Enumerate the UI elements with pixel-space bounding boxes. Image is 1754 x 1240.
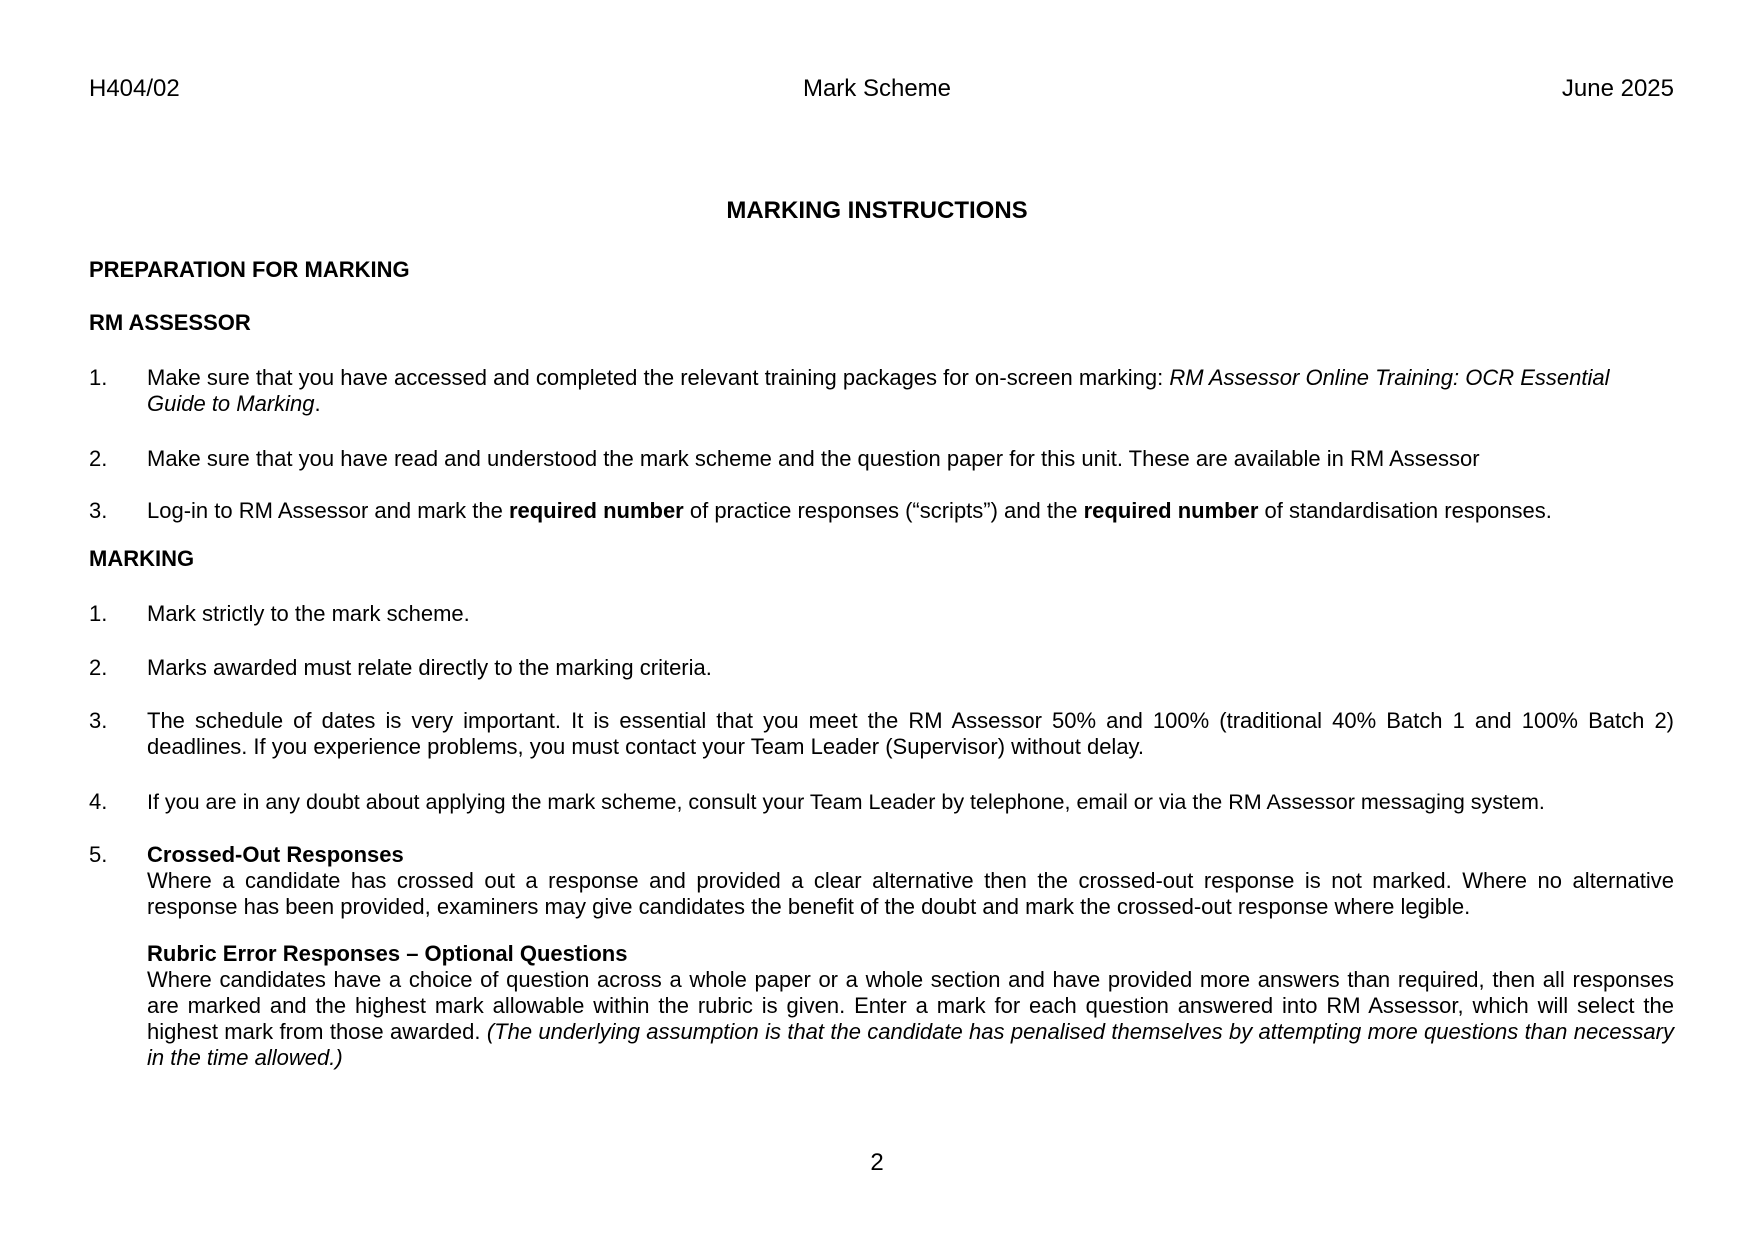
rubric-assumption: (The underlying assumption is that the candidate has penalised themselves by attempting more questions than necessary in the time allowed.) — [147, 1019, 1674, 1070]
item-text: Make sure that you have read and understood the mark scheme and the question paper for this unit. These are available in RM Assessor — [147, 446, 1480, 471]
preparation-item-3 — [89, 498, 1674, 526]
item-number: 4. — [89, 789, 108, 814]
item-text: Log-in to RM Assessor and mark the required number of practice responses (“scripts”) and the required number of standardisation responses. — [147, 498, 1552, 523]
section-heading-marking: MARKING — [89, 546, 195, 571]
marking-item-5 — [89, 842, 1674, 922]
paper-code: H404/02 — [89, 75, 180, 102]
marking-item-4 — [89, 789, 1674, 817]
crossed-out-text: Where a candidate has crossed out a response and provided a clear alternative then the crossed-out response is not marked. Where no alternative response has been provided, examiners may give candidates the benefit of the doubt and mark the crossed-out response where legible. — [147, 868, 1674, 919]
marking-item-1 — [89, 601, 1674, 629]
item-number: 3. — [89, 708, 108, 733]
crossed-out-heading: Crossed-Out Responses — [147, 842, 404, 867]
exam-date: June 2025 — [1561, 75, 1674, 102]
marking-item-2 — [89, 655, 1674, 683]
section-heading-preparation: PREPARATION FOR MARKING — [89, 257, 410, 282]
item-number: 3. — [89, 498, 108, 523]
item-text — [147, 842, 1674, 920]
item-text: If you are in any doubt about applying the mark scheme, consult your Team Leader by telephone, email or via the RM Assessor messaging system. — [147, 790, 1545, 814]
item-number: 1. — [89, 601, 108, 626]
rubric-error-section — [147, 941, 1674, 1071]
item-text: Mark strictly to the mark scheme. — [147, 601, 470, 626]
page-number: 2 — [870, 1149, 884, 1176]
item-text: Make sure that you have accessed and completed the relevant training packages for on-screen marking: RM Assessor Online Training: OCR Essential Guide to Marking. — [147, 365, 1610, 416]
item-number: 2. — [89, 446, 108, 471]
preparation-item-2 — [89, 446, 1674, 474]
item-text: Marks awarded must relate directly to the marking criteria. — [147, 655, 712, 680]
page-title: MARKING INSTRUCTIONS — [726, 197, 1028, 224]
subheading-rm-assessor: RM ASSESSOR — [89, 310, 251, 335]
preparation-item-1 — [89, 365, 1674, 419]
item-number: 5. — [89, 842, 108, 867]
marking-item-3 — [89, 708, 1674, 762]
document-title: Mark Scheme — [802, 75, 952, 102]
training-title: RM Assessor Online Training: OCR Essential Guide to Marking — [147, 365, 1610, 416]
rubric-text: Where candidates have a choice of question across a whole paper or a whole section and have provided more answers than required, then all responses are marked and the highest mark allowable within the rubric is given. Enter a mark for each question answered into RM Assessor, which will select the highest mark from those awarded. (The underlying assumption is that the candidate has penalised themselves by attempting more questions than necessary in the time allowed.) — [147, 967, 1674, 1070]
item-number: 1. — [89, 365, 108, 390]
item-number: 2. — [89, 655, 108, 680]
rubric-heading: Rubric Error Responses – Optional Questions — [147, 941, 628, 966]
item-text: The schedule of dates is very important. It is essential that you meet the RM Assessor 50% and 100% (traditional 40% Batch 1 and 100% Batch 2) deadlines. If you experience problems, you must contact your Team Leader (Supervisor) without delay. — [147, 708, 1674, 759]
